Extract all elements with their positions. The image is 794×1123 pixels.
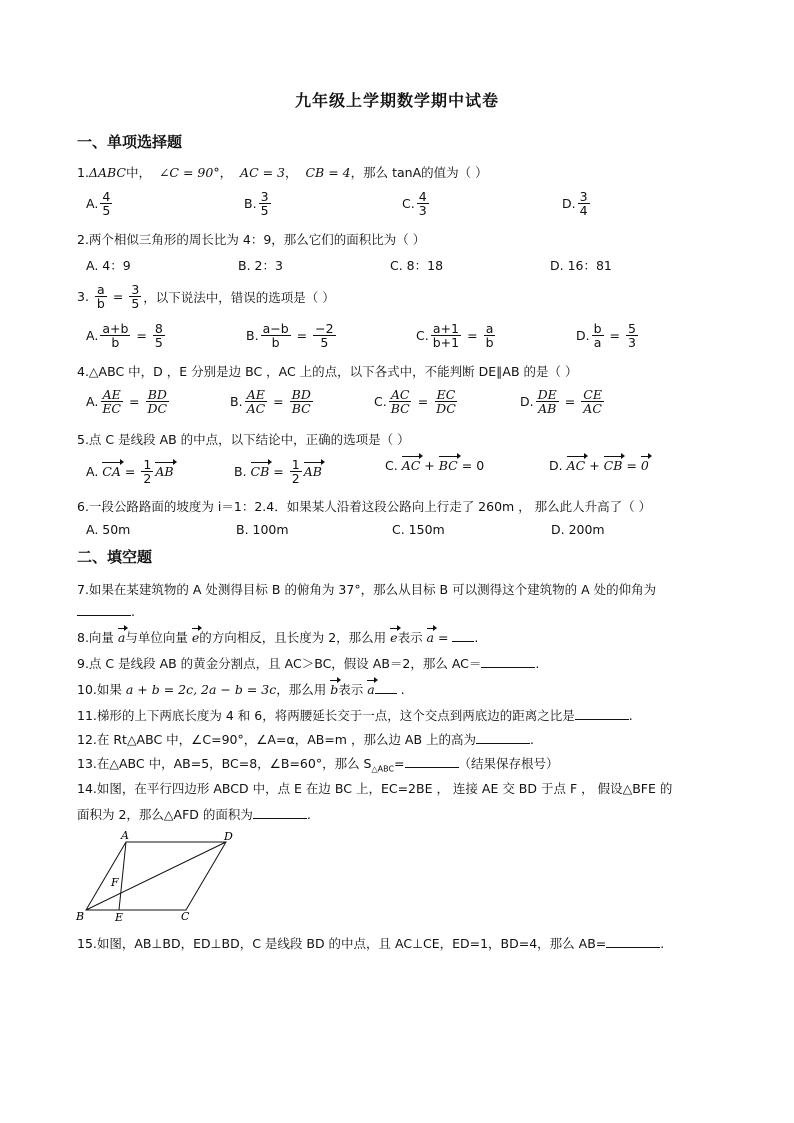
numerator: 4 (102, 189, 111, 204)
vector-a: a (367, 682, 375, 697)
q8-text: 8.向量 (77, 630, 118, 645)
q2-option-d[interactable]: D. 16：81 (550, 258, 612, 273)
q1-num: 1. (77, 165, 89, 180)
q12-text: 12.在 Rt△ABC 中，∠C=90°，∠A=α，AB=m ，那么边 AB 上的高为 (77, 732, 477, 747)
q4-option-d[interactable]: D. $\frac{DE}{AB}$ = $\frac{CE}{AC}$ (520, 387, 602, 417)
numerator: BD (291, 387, 311, 402)
numerator: EC (436, 387, 456, 402)
numerator: a+1 (432, 321, 459, 336)
answer-blank[interactable] (405, 755, 459, 768)
q10-text: 表示 (338, 682, 368, 697)
option-label: B. (230, 394, 243, 410)
zero-vector: 0 (640, 458, 649, 473)
answer-blank[interactable] (253, 806, 307, 819)
numerator: 3 (260, 189, 269, 204)
denominator: a (593, 335, 602, 351)
numerator: a−b (262, 321, 289, 336)
q5-options (86, 458, 726, 486)
question-9 (77, 654, 539, 672)
numerator: BD (147, 387, 167, 402)
numerator: 5 (628, 321, 636, 336)
q3-option-a[interactable]: A. $\frac{a+b}{b}$ = $\frac{8}{5}$ (86, 321, 163, 351)
vector-e: e (390, 630, 398, 645)
q1-angle: ∠C = 90° (158, 165, 220, 180)
vector: AC (566, 458, 586, 473)
q3-option-c[interactable]: C. $\frac{a+1}{b+1}$ = $\frac{a}{b}$ (416, 321, 494, 351)
q2-options (86, 256, 726, 274)
q4-option-c[interactable]: C. $\frac{AC}{BC}$ = $\frac{EC}{DC}$ (374, 387, 456, 417)
numerator: −2 (315, 321, 334, 336)
q1-cb: CB = 4 (305, 165, 351, 180)
question-14: 14.如图，在平行四边形 ABCD 中，点 E 在边 BC 上，EC=2BE ， 连接 AE 交 BD 于点 F ， 假设△BFE 的 (77, 781, 673, 796)
q5-option-a[interactable]: A. CA = $\frac{1}{2}$ AB (86, 457, 174, 487)
numerator: DE (537, 387, 557, 402)
option-label: C. (416, 328, 429, 344)
q3-tail: ，以下说法中，错误的选项是（ ） (143, 289, 335, 305)
q1-tail: ，那么 tanA的值为（ ） (350, 165, 488, 180)
numerator: CE (583, 387, 602, 402)
q14-text: 面积为 2，那么△AFD 的面积为 (77, 807, 253, 822)
option-label: D. (520, 394, 534, 410)
q1-option-d[interactable] (562, 190, 592, 217)
denominator: 3 (628, 335, 636, 351)
denominator: BC (390, 401, 410, 417)
vector-e: e (191, 630, 200, 645)
option-label: B. (244, 196, 257, 212)
q8-text: 的方向相反，且长度为 2，那么用 (199, 630, 391, 645)
answer-blank[interactable] (476, 731, 530, 744)
label-a: A (121, 829, 129, 842)
question-10 (77, 680, 405, 698)
question-12 (77, 730, 534, 748)
q13-eq: = (394, 756, 405, 771)
option-label: D. (562, 196, 576, 212)
q8-text: = (434, 630, 453, 645)
q1-text: 中， (125, 165, 151, 180)
option-label: C. (374, 394, 387, 410)
denominator: 5 (260, 203, 269, 219)
vector: AB (303, 464, 322, 480)
q8-text: 与单位向量 (125, 630, 192, 645)
denominator: AB (538, 401, 557, 417)
q11-text: 11.梯形的上下两底长度为 4 和 6，将两腰延长交于一点，这个交点到两底边的距离之比是 (77, 708, 575, 723)
numerator: 3 (579, 189, 588, 204)
question-2: 2.两个相似三角形的周长比为 4：9，那么它们的面积比为（ ） (77, 232, 426, 247)
q1-comma2: ， (285, 165, 298, 180)
option-label: D. (549, 458, 563, 473)
denominator: BC (291, 401, 311, 417)
q1-option-b[interactable] (244, 190, 273, 217)
label-c: C (181, 910, 190, 923)
denominator: 2 (143, 471, 152, 487)
q15-end: . (660, 936, 665, 951)
q10-text: 10.如果 (77, 682, 126, 697)
q11-end: . (628, 708, 633, 723)
numerator: a (97, 282, 105, 297)
question-11 (77, 706, 633, 724)
denominator: b (485, 335, 494, 351)
numerator: 3 (131, 282, 140, 297)
option-label: C. (385, 458, 398, 473)
q9-text: 9.点 C 是线段 AB 的黄金分割点，且 AC＞BC，假设 AB＝2，那么 AC＝ (77, 656, 482, 671)
q13-text: 13.在△ABC 中，AB=5，BC=8，∠B=60°，那么 S (77, 756, 372, 771)
denominator: EC (102, 401, 122, 417)
q4-options (86, 388, 726, 420)
option-label: C. (402, 196, 415, 212)
q6-option-d[interactable]: D. 200m (551, 522, 605, 537)
question-13 (77, 754, 559, 774)
option-label: D. (576, 328, 590, 344)
q2-option-b[interactable]: B. 2：3 (238, 258, 283, 273)
q6-option-c[interactable]: C. 150m (392, 522, 445, 537)
q5-option-b[interactable]: B. CB = $\frac{1}{2}$ AB (234, 457, 322, 487)
numerator: 1 (291, 457, 300, 472)
q1-option-c[interactable] (402, 190, 431, 217)
q3-option-d[interactable]: D. $\frac{b}{a}$ = $\frac{5}{3}$ (576, 321, 636, 351)
q8-text: 表示 (397, 630, 427, 645)
label-f: F (111, 876, 119, 889)
q3-options (86, 322, 726, 352)
q15-text: 15.如图，AB⊥BD，ED⊥BD，C 是线段 BD 的中点，且 AC⊥CE，ED=1，BD=4，那么 AB= (77, 936, 607, 951)
q2-option-a[interactable]: A. 4：9 (86, 258, 131, 273)
denominator: 4 (579, 203, 588, 219)
label-e: E (115, 911, 124, 923)
rhs: 0 (476, 458, 485, 473)
q7-end: . (131, 604, 135, 619)
label-b: B (76, 910, 85, 923)
question-5: 5.点 C 是线段 AB 的中点，以下结论中，正确的选项是（ ） (77, 432, 410, 447)
q10-end: . (396, 682, 405, 697)
vector: BC (438, 458, 458, 473)
numerator: 1 (143, 457, 152, 472)
denominator: 3 (418, 203, 427, 219)
q8-end: . (474, 630, 479, 645)
answer-blank[interactable] (606, 935, 660, 948)
denominator: 5 (131, 296, 140, 312)
question-4: 4.△ABC 中，D ，E 分别是边 BC ，AC 上的点，以下各式中，不能判断 DE∥AB 的是（ ） (77, 364, 578, 379)
denominator: AC (246, 401, 266, 417)
denominator: 5 (102, 203, 111, 219)
vector-a: a (117, 630, 126, 645)
q14-end: . (306, 807, 311, 822)
option-label: A. (86, 196, 99, 212)
denominator: b (96, 296, 105, 312)
answer-blank[interactable] (77, 603, 131, 616)
answer-blank[interactable] (575, 707, 629, 720)
q1-triangle: ΔABC (88, 165, 126, 180)
q4-option-b[interactable]: B. $\frac{AE}{AC}$ = $\frac{BD}{BC}$ (230, 387, 311, 417)
q10-equations: a + b = 2c, 2a − b = 3c (125, 682, 277, 697)
numerator: a+b (102, 321, 129, 336)
q1-option-a[interactable] (86, 190, 114, 217)
q1-comma: ， (219, 165, 233, 180)
denominator: b+1 (432, 335, 460, 351)
vector: CB (250, 464, 270, 480)
vector: CA (102, 464, 121, 480)
answer-blank[interactable] (452, 629, 474, 642)
q12-end: . (530, 732, 535, 747)
page-title: 九年级上学期数学期中试卷 (294, 91, 499, 110)
denominator: DC (147, 401, 168, 417)
option-label: A. (86, 394, 99, 410)
question-15 (77, 934, 664, 952)
option-label: A. (86, 464, 99, 480)
q13-end: （结果保存根号） (458, 756, 559, 771)
q5-option-c[interactable]: C. AC + BC = 0 (385, 458, 485, 473)
denominator: 5 (320, 335, 329, 351)
denominator: 2 (291, 471, 300, 487)
q6-option-b[interactable]: B. 100m (236, 522, 289, 537)
numerator: b (593, 321, 602, 336)
denominator: b (111, 335, 120, 351)
option-label: A. (86, 328, 99, 344)
vector: AC (401, 458, 421, 473)
denominator: DC (436, 401, 456, 417)
question-3: 3. $\frac{a}{b}$ = $\frac{3}{5}$ ，以下说法中，错误的选项是（ ） (77, 282, 335, 312)
q9-end: . (535, 656, 540, 671)
q6-options (86, 522, 726, 540)
q3-num: 3. (77, 289, 89, 305)
label-d: D (224, 830, 233, 843)
question-7: 7.如果在某建筑物的 A 处测得目标 B 的俯角为 37°，那么从目标 B 可以测得这个建筑物的 A 处的仰角为 (77, 582, 657, 597)
q1-options (86, 190, 726, 220)
q7-answer-line (77, 603, 135, 619)
section-single-choice: 一、单项选择题 (77, 133, 183, 151)
vector-b: b (330, 682, 339, 697)
numerator: 8 (154, 321, 163, 336)
q1-ac: AC = 3 (240, 165, 286, 180)
q5-option-d[interactable]: D. AC + CB = 0 (549, 458, 649, 473)
question-6: 6.一段公路路面的坡度为 i＝1：2.4．如果某人沿着这段公路向上行走了 260m ， 那么此人升高了（ ） (77, 499, 652, 514)
numerator: AC (390, 387, 410, 402)
denominator: b (271, 335, 280, 351)
diagonal-bd (86, 842, 226, 910)
q3-option-b[interactable]: B. $\frac{a-b}{b}$ = $\frac{-2}{5}$ (246, 321, 334, 351)
answer-blank[interactable] (375, 681, 397, 694)
answer-blank[interactable] (481, 655, 535, 668)
q10-text: ，那么用 (276, 682, 331, 697)
q14-line2 (77, 805, 311, 823)
section-fill-blank: 二、填空题 (77, 548, 153, 566)
q4-option-a[interactable]: A. $\frac{AE}{EC}$ = $\frac{BD}{DC}$ (86, 387, 168, 417)
question-1 (77, 163, 488, 181)
denominator: AC (583, 401, 602, 417)
numerator: AE (102, 387, 121, 402)
option-label: B. (246, 328, 259, 344)
vector: CB (603, 458, 623, 473)
vector-a: a (426, 630, 434, 645)
numerator: AE (246, 387, 265, 402)
q6-option-a[interactable]: A. 50m (86, 522, 131, 537)
parallelogram-figure (74, 828, 244, 923)
question-8 (77, 628, 478, 646)
numerator: 4 (418, 189, 427, 204)
numerator: a (485, 321, 494, 336)
denominator: 5 (154, 335, 163, 351)
option-label: B. (234, 464, 247, 480)
q13-subscript: △ABC (371, 764, 395, 774)
vector: AB (155, 464, 174, 480)
q2-option-c[interactable]: C. 8：18 (390, 258, 444, 273)
